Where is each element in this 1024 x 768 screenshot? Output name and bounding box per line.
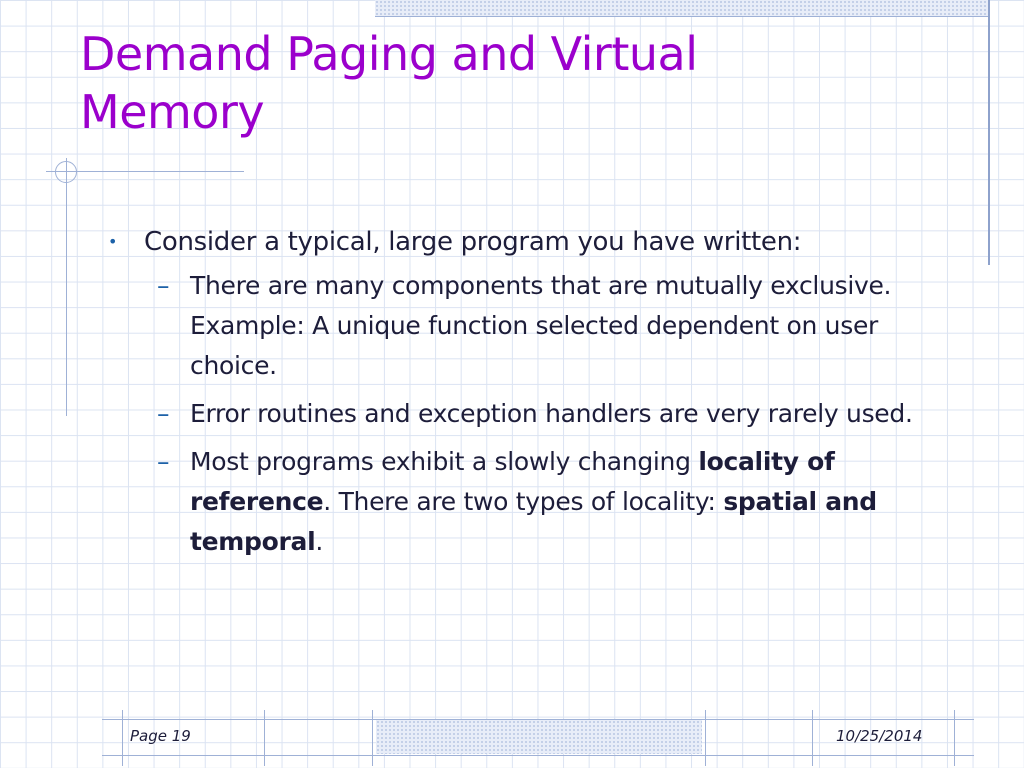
bullet-item bbox=[108, 222, 968, 262]
emphasis-spatial-and-temporal: spatial and temporal bbox=[190, 487, 877, 556]
footer-divider bbox=[264, 710, 265, 766]
subpoint-text: Most programs exhibit a slowly changing bbox=[190, 447, 699, 476]
subpoint-item bbox=[157, 266, 968, 386]
subpoint-item bbox=[157, 442, 968, 562]
bullet-dot-icon: • bbox=[108, 232, 118, 251]
emphasis-locality-of-reference: locality of reference bbox=[190, 447, 835, 516]
subpoint-item bbox=[157, 394, 968, 434]
footer-divider bbox=[812, 710, 813, 766]
bullet-text: Consider a typical, large program you have written: bbox=[144, 227, 802, 257]
top-rule bbox=[375, 16, 990, 17]
footer-divider bbox=[122, 710, 123, 766]
subpoint-text: There are many components that are mutually exclusive. Example: A unique function selected dependent on user choice. bbox=[190, 271, 892, 380]
page-number: Page 19 bbox=[130, 727, 191, 745]
subpoint-text: . bbox=[315, 527, 324, 556]
dash-icon: – bbox=[157, 271, 170, 300]
slide-body bbox=[108, 222, 968, 570]
subpoint-text: . There are two types of locality: bbox=[323, 487, 724, 516]
footer-divider bbox=[705, 710, 706, 766]
slide-date: 10/25/2014 bbox=[836, 727, 923, 745]
corner-circle-ornament bbox=[55, 161, 77, 183]
footer-bottom-rule bbox=[102, 755, 974, 756]
dash-icon: – bbox=[157, 399, 170, 428]
footer-divider bbox=[954, 710, 955, 766]
right-vertical-rule bbox=[988, 0, 990, 265]
footer-divider bbox=[372, 710, 373, 766]
footer-center-dotted-band bbox=[376, 720, 702, 754]
subpoint-text: Error routines and exception handlers are very rarely used. bbox=[190, 399, 913, 428]
dash-icon: – bbox=[157, 447, 170, 476]
top-dotted-band bbox=[375, 0, 990, 16]
left-vertical-rule bbox=[66, 158, 67, 416]
slide-title: Demand Paging and Virtual Memory bbox=[80, 27, 698, 139]
